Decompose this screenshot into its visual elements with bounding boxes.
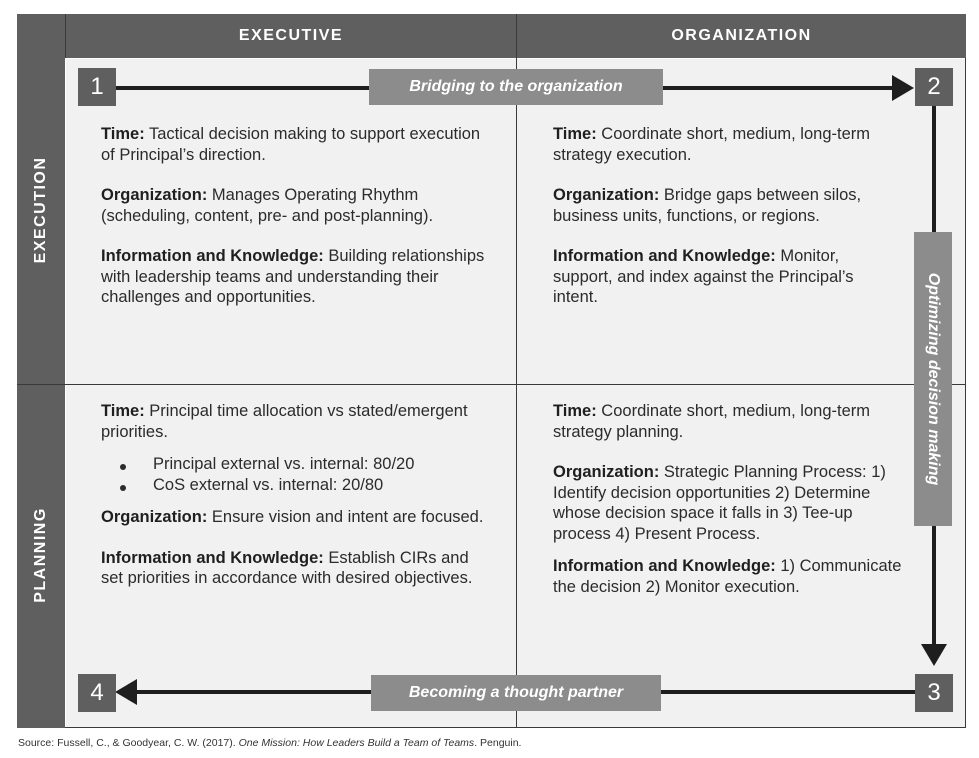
time-text: Coordinate short, medium, long-term strategy planning. [553, 402, 870, 441]
banner-optimizing [914, 232, 952, 526]
information-text: 1) Communicate the decision 2) Monitor execution. [553, 557, 902, 596]
grid-line-vertical [516, 58, 517, 728]
row-header-execution: EXECUTION [32, 156, 49, 264]
organization-text: Ensure vision and intent are focused. [207, 508, 484, 526]
time-label: Time: [101, 402, 145, 420]
banner-thought-partner: Becoming a thought partner [371, 675, 661, 711]
information-label: Information and Knowledge: [101, 548, 324, 567]
column-header-executive: EXECUTIVE [238, 27, 344, 44]
organization-label: Organization: [101, 186, 208, 204]
information-text: Establish CIRs and set priorities in accordance with desired objectives. [101, 548, 473, 587]
banner-bridging: Bridging to the organization [369, 69, 663, 105]
row-header-divider [17, 384, 65, 385]
information-text: Building relationships with leadership teams and understanding their challenges and opportunities. [101, 247, 485, 306]
step-3-box: 3 [915, 674, 953, 712]
time-text: Principal time allocation vs stated/emergent priorities. [101, 402, 468, 441]
list-item: CoS external vs. internal: 20/80 [101, 475, 431, 496]
step-1-box: 1 [78, 68, 116, 106]
step-4-box: 4 [78, 674, 116, 712]
time-text: Tactical decision making to support execution of Principal’s direction. [101, 125, 481, 164]
time-text: Coordinate short, medium, long-term strategy execution. [553, 125, 870, 164]
information-label: Information and Knowledge: [553, 557, 776, 575]
list-item: Principal external vs. internal: 80/20 [101, 454, 431, 475]
time-label: Time: [553, 125, 597, 143]
time-label: Time: [553, 402, 597, 420]
information-label: Information and Knowledge: [101, 247, 324, 265]
organization-label: Organization: [553, 186, 660, 204]
source-citation [18, 737, 521, 749]
grid-line-horizontal [65, 384, 966, 385]
arrow-head-left [115, 679, 137, 705]
bullet-list [101, 454, 431, 495]
time-label: Time: [101, 125, 145, 143]
organization-text: Strategic Planning Process: 1) Identify decision opportunities 2) Determine whose decision space it falls in 3) Tee-up process 4) Present Process. [553, 463, 886, 543]
source-suffix: . Penguin. [474, 737, 522, 749]
column-header-organization: ORGANIZATION [671, 27, 812, 44]
organization-label: Organization: [553, 463, 660, 481]
quadrant-text-planning-organization [553, 401, 903, 597]
banner-optimizing-label: Optimizing decision making [925, 272, 942, 486]
arrow-head-right [892, 75, 914, 101]
row-header-planning: PLANNING [32, 507, 49, 603]
organization-label: Organization: [101, 508, 208, 526]
arrow-head-down [921, 644, 947, 666]
organization-text: Bridge gaps between silos, business units, functions, or regions. [553, 186, 862, 225]
information-label: Information and Knowledge: [553, 247, 776, 265]
quadrant-text-planning-executive [101, 401, 491, 589]
quadrant-text-execution-executive [101, 124, 491, 308]
quadrant-text-execution-organization [553, 124, 903, 308]
source-prefix: Source: Fussell, C., & Goodyear, C. W. (2017). [18, 737, 239, 749]
source-title: One Mission: How Leaders Build a Team of Teams [238, 737, 475, 749]
step-2-box: 2 [915, 68, 953, 106]
organization-text: Manages Operating Rhythm (scheduling, content, pre- and post-planning). [101, 186, 434, 225]
information-text: Monitor, support, and index against the Principal’s intent. [553, 247, 854, 306]
